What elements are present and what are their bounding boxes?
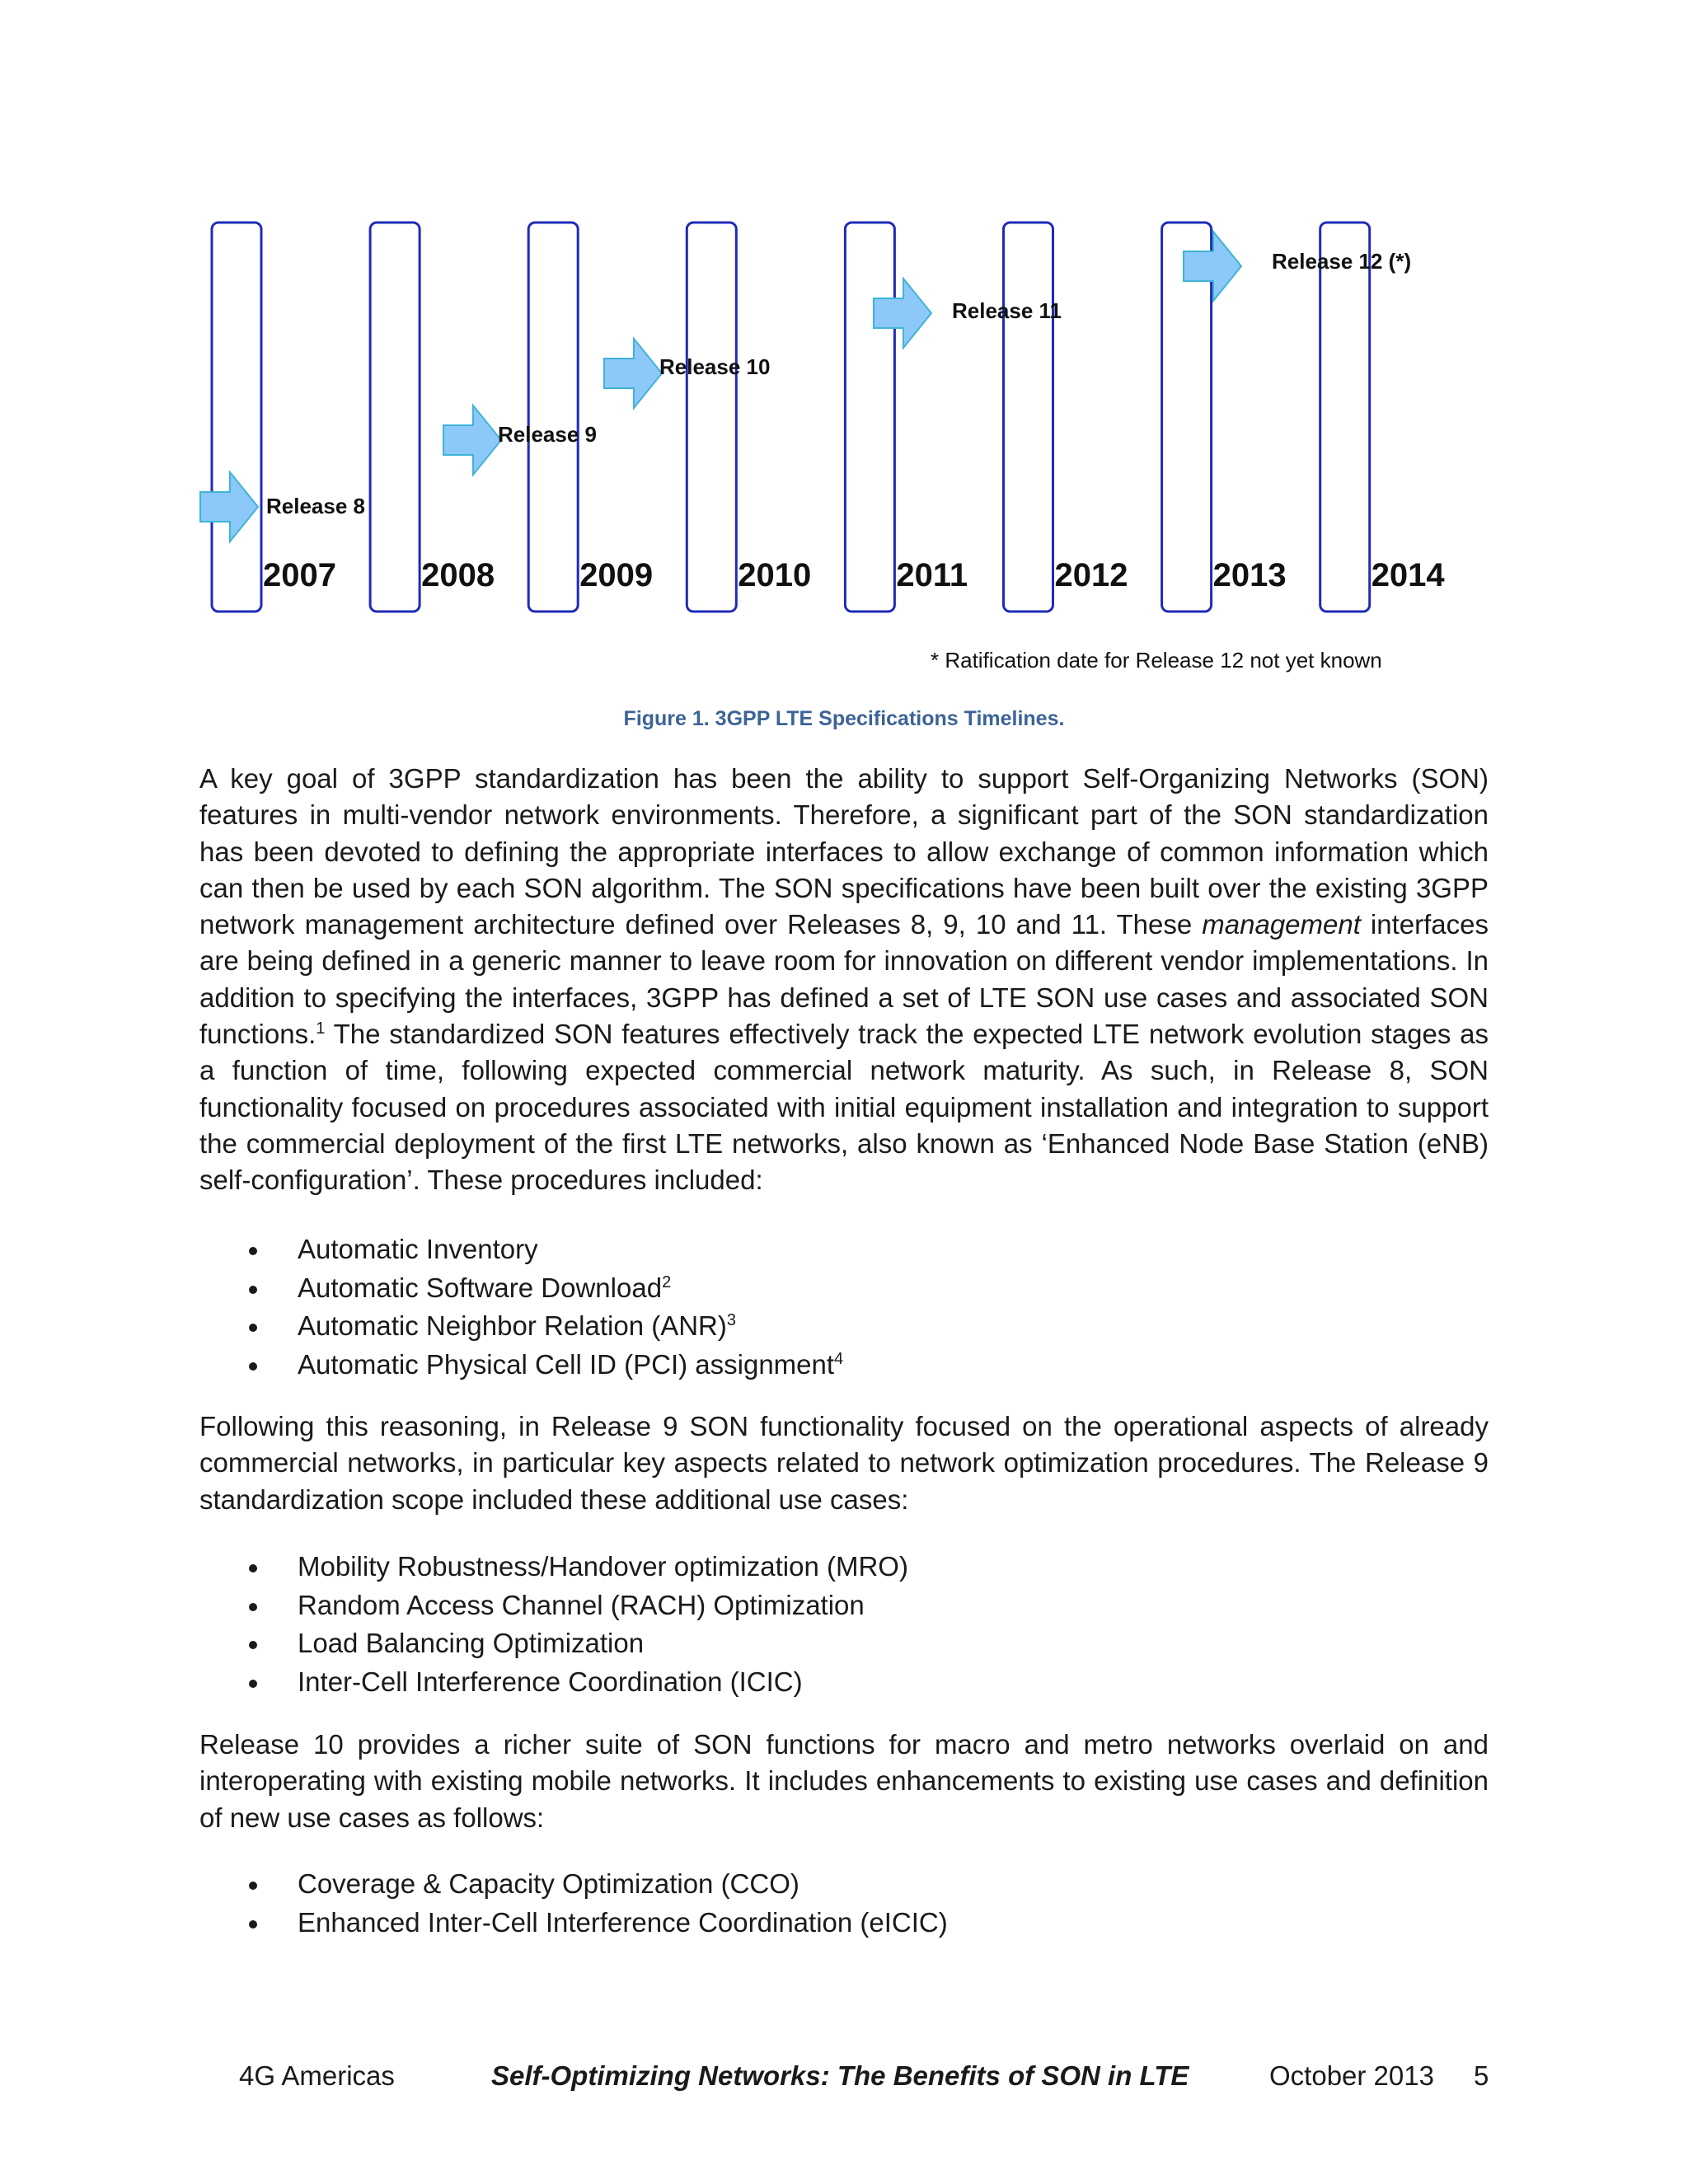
- year-bar-2014: [1320, 223, 1370, 612]
- list-item: Automatic Software Download$^2$: [0, 1269, 1688, 1308]
- footnote-ref: 4: [834, 1349, 844, 1368]
- bullet-icon: [249, 1324, 257, 1332]
- year-label-2014: 2014: [1371, 557, 1445, 593]
- year-label-2012: 2012: [1054, 557, 1128, 593]
- footnote-ref: 1: [316, 1019, 326, 1038]
- figure-footnote: * Ratification date for Release 12 not yet known: [931, 648, 1382, 673]
- bullet-icon: [249, 1286, 257, 1294]
- list-item: Random Access Channel (RACH) Optimization: [0, 1586, 1688, 1625]
- footer-date: October 2013: [1269, 2060, 1434, 2091]
- release-label: Release 11: [952, 298, 1062, 323]
- bullet-icon: [249, 1362, 257, 1371]
- figure-caption: Figure 1. 3GPP LTE Specifications Timelines.: [623, 707, 1065, 730]
- year-label-2008: 2008: [421, 557, 495, 593]
- year-label-2011: 2011: [896, 557, 968, 593]
- paragraph-release9: Following this reasoning, in Release 9 SON functionality focused on the operational aspects of already commercial networks, in particular key aspects related to network optimization procedures. The Release 9 standardization scope included these additional use cases:: [199, 1411, 1489, 1515]
- list-item: Automatic Inventory: [0, 1230, 1688, 1269]
- year-label-2013: 2013: [1212, 557, 1287, 593]
- bullet-icon: [249, 1920, 257, 1929]
- release-timeline-figure: [0, 0, 1688, 742]
- footnote-ref: 3: [726, 1311, 737, 1329]
- year-bar-2008: [370, 223, 420, 612]
- list-item: Mobility Robustness/Handover optimization (MRO): [0, 1548, 1688, 1586]
- bullet-icon: [249, 1564, 257, 1572]
- bullet-icon: [249, 1603, 257, 1611]
- year-label-2010: 2010: [738, 557, 812, 593]
- bullet-icon: [249, 1882, 257, 1890]
- footnote-ref: 2: [662, 1272, 672, 1291]
- footer-org: 4G Americas: [239, 2060, 395, 2091]
- footer-page-number: 5: [1474, 2060, 1489, 2091]
- list-item: Coverage & Capacity Optimization (CCO): [0, 1865, 1688, 1904]
- list-item: Inter-Cell Interference Coordination (ICIC): [0, 1663, 1688, 1702]
- year-label-2007: 2007: [263, 557, 336, 593]
- year-bar-2009: [528, 223, 578, 612]
- release9-use-cases-list: [0, 1548, 1688, 1701]
- release8-procedures-list: [0, 1230, 1688, 1384]
- release-label: Release 12 (*): [1272, 249, 1412, 274]
- paragraph-intro: A key goal of 3GPP standardization has been the ability to support Self-Organizing Networks (SON) features in multi-vendor network environments. Therefore, a significant part of the SON standardization has been devoted to defining the appropriate interfaces to allow exchange of common information which can then be used by each SON algorithm. The SON specifications have been built over the existing 3GPP network management architecture defined over Releases 8, 9, 10 and 11. These management interfaces are being defined in a generic manner to leave room for innovation on different vendor implementations. In addition to specifying the interfaces, 3GPP has defined a set of LTE SON use cases and associated SON functions.$^1$ The standardized SON features effectively track the expected LTE network evolution stages as a function of time, following expected commercial network maturity. As such, in Release 8, SON functionality focused on procedures associated with initial equipment installation and integration to support the commercial deployment of the first LTE networks, also known as ‘Enhanced Node Base Station (eNB) self-configuration’. These procedures included:: [199, 763, 1489, 1196]
- release-label: Release 8: [266, 494, 365, 518]
- year-bar-2012: [1004, 223, 1053, 612]
- year-bar-2007: [212, 223, 261, 612]
- release10-use-cases-list: [0, 1865, 1688, 1942]
- year-bar-2011: [845, 223, 894, 612]
- year-label-2009: 2009: [579, 557, 654, 593]
- release-label: Release 9: [498, 422, 597, 447]
- footer-title: Self-Optimizing Networks: The Benefits of SON in LTE: [491, 2060, 1189, 2091]
- release-arrow-icon: [443, 405, 501, 475]
- release-arrow-icon: [604, 339, 662, 408]
- paragraph-release10: Release 10 provides a richer suite of SON functions for macro and metro networks overlaid on and interoperating with existing mobile networks. It includes enhancements to existing use cases and definition of new use cases as follows:: [199, 1729, 1489, 1833]
- bullet-icon: [249, 1641, 257, 1649]
- list-item: Automatic Physical Cell ID (PCI) assignment$^4$: [0, 1346, 1688, 1385]
- list-item: Automatic Neighbor Relation (ANR)$^3$: [0, 1307, 1688, 1346]
- list-item: Load Balancing Optimization: [0, 1624, 1688, 1663]
- list-item: Enhanced Inter-Cell Interference Coordination (eICIC): [0, 1904, 1688, 1943]
- year-bar-2010: [687, 223, 736, 612]
- release-label: Release 10: [659, 354, 771, 379]
- bullet-icon: [249, 1247, 257, 1255]
- bullet-icon: [249, 1680, 257, 1688]
